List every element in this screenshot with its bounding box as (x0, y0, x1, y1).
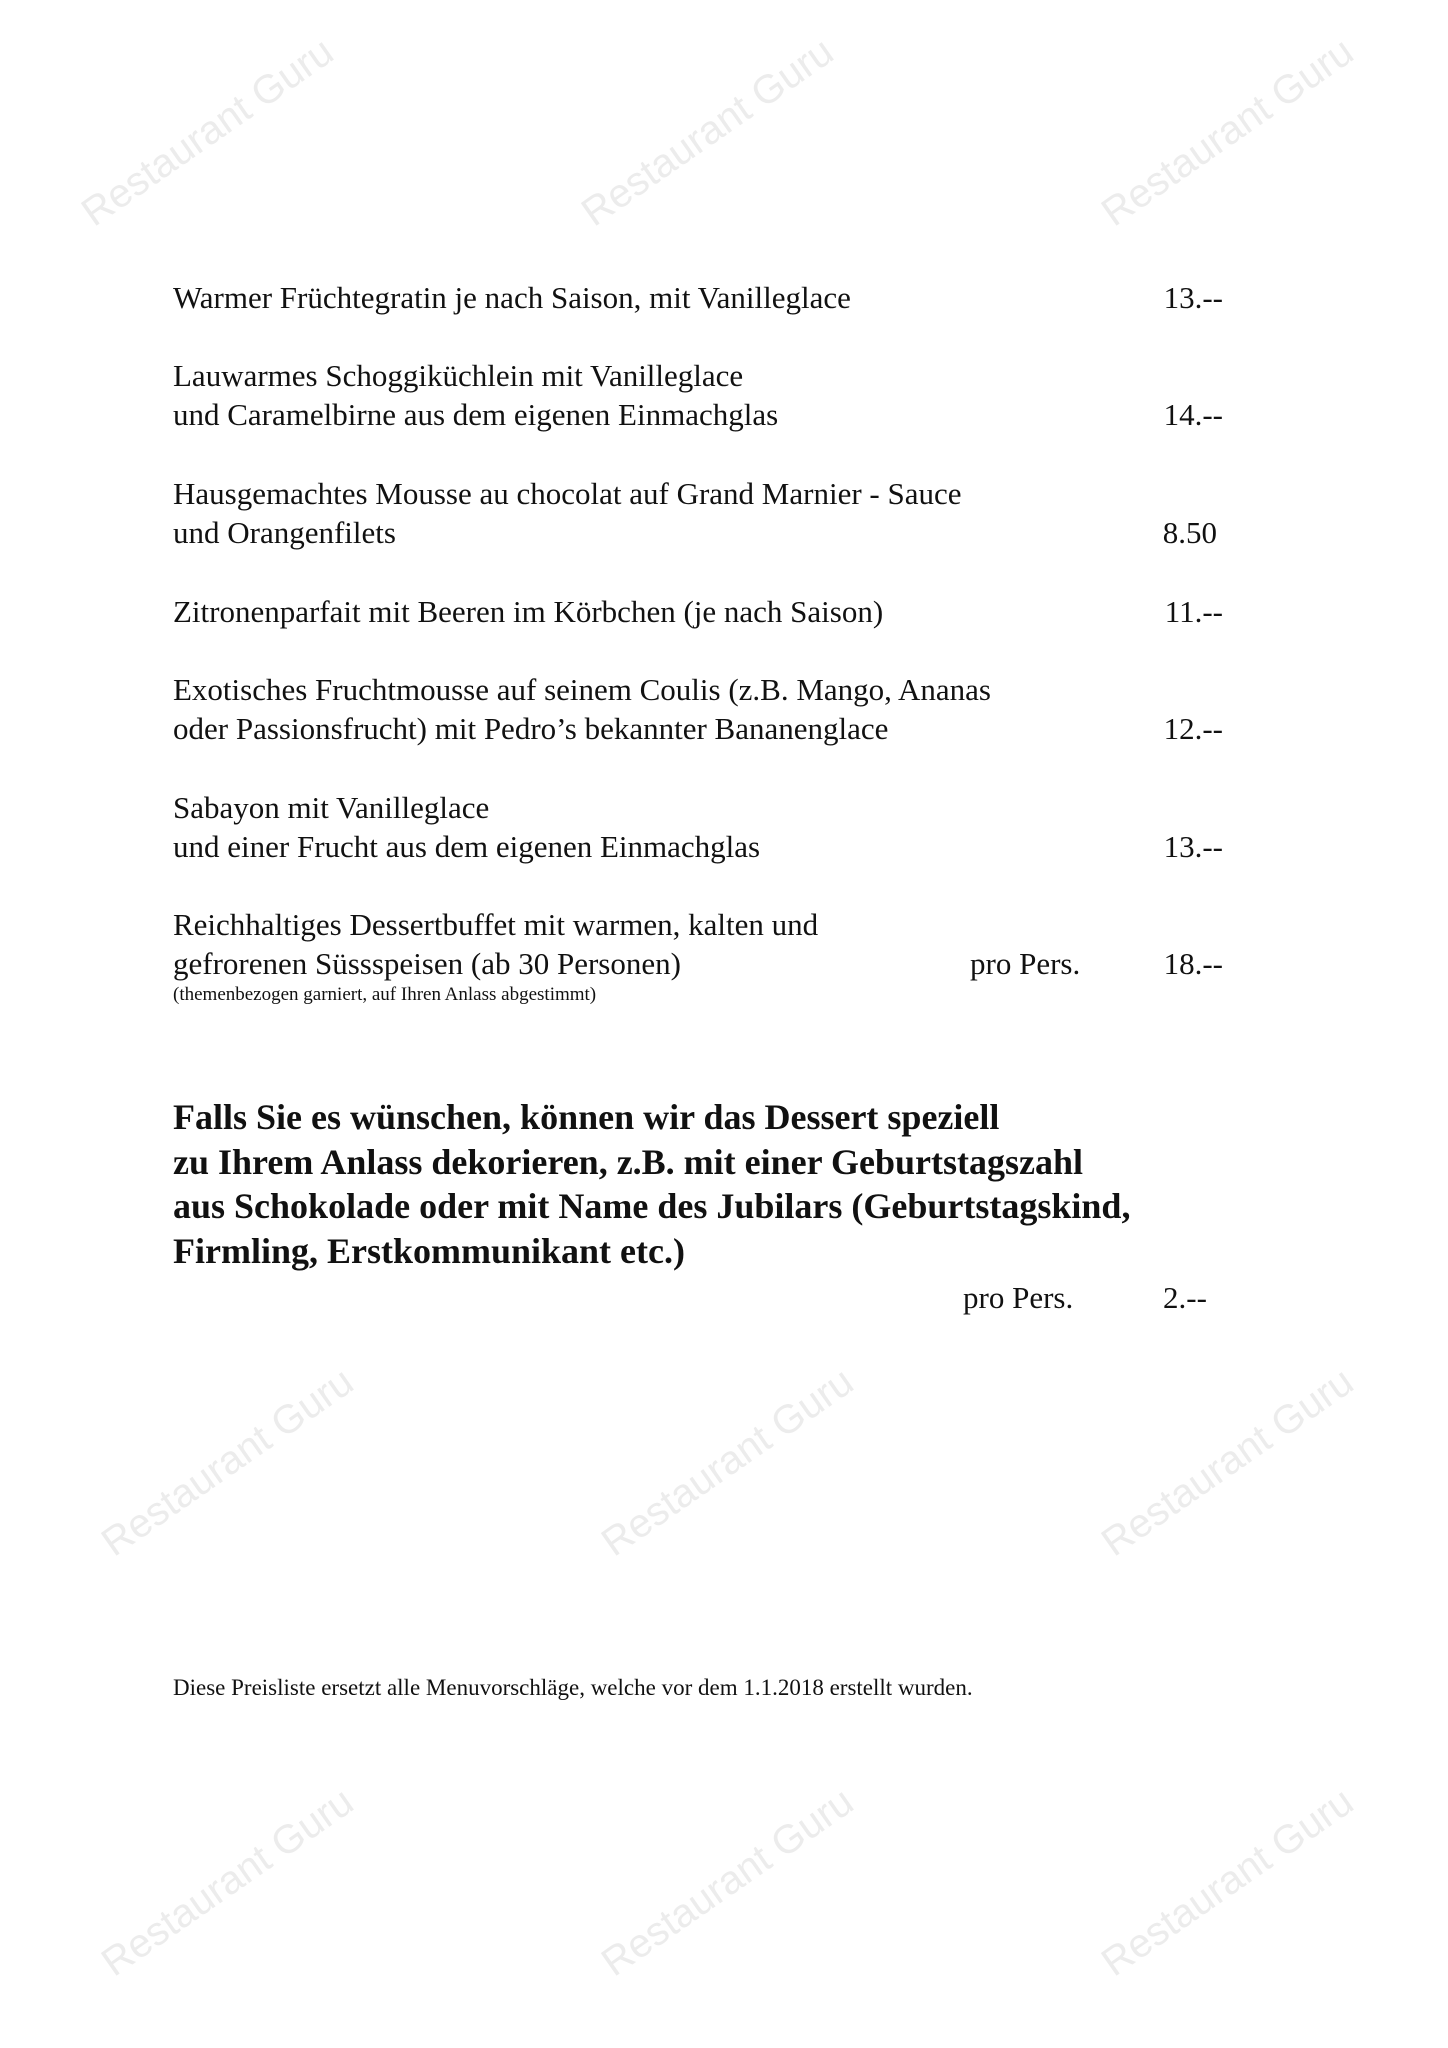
item-description: Warmer Früchtegratin je nach Saison, mit Vanilleglace (173, 280, 851, 315)
watermark: Restaurant Guru (73, 29, 342, 235)
item-price: 12.-- (1163, 711, 1223, 746)
item-description: Exotisches Fruchtmousse auf seinem Coulis (z.B. Mango, Ananas (173, 672, 991, 707)
decoration-text: zu Ihrem Anlass dekorieren, z.B. mit einer Geburtstagszahl (173, 1141, 1083, 1182)
item-price: 18.-- (1163, 946, 1223, 981)
menu-item (173, 905, 1223, 983)
item-description: Lauwarmes Schoggiküchlein mit Vanilleglace (173, 358, 744, 393)
decoration-text: Firmling, Erstkommunikant etc.) (173, 1230, 685, 1271)
item-note: (themenbezogen garniert, auf Ihren Anlass abgestimmt) (173, 984, 597, 1005)
item-price: 14.-- (1163, 397, 1223, 432)
watermark: Restaurant Guru (1093, 29, 1362, 235)
item-description: gefrorenen Süssspeisen (ab 30 Personen) (173, 946, 681, 981)
watermark: Restaurant Guru (93, 1359, 362, 1565)
item-description: und Orangenfilets (173, 515, 396, 550)
item-price: 13.-- (1163, 829, 1223, 864)
item-description: und Caramelbirne aus dem eigenen Einmachglas (173, 397, 779, 432)
watermark: Restaurant Guru (93, 1779, 362, 1985)
item-description: und einer Frucht aus dem eigenen Einmachglas (173, 829, 761, 864)
item-description: Sabayon mit Vanilleglace (173, 790, 490, 825)
decoration-text: aus Schokolade oder mit Name des Jubilars (Geburtstagskind, (173, 1186, 1131, 1226)
watermark: Restaurant Guru (1093, 1359, 1362, 1565)
watermark: Restaurant Guru (593, 1359, 862, 1565)
menu-item (173, 474, 1223, 552)
watermark: Restaurant Guru (1093, 1779, 1362, 1985)
footer-note: Diese Preisliste ersetzt alle Menuvorschläge, welche vor dem 1.1.2018 erstellt wurden. (173, 1675, 973, 1700)
menu-item (173, 788, 1223, 866)
item-description: Reichhaltiges Dessertbuffet mit warmen, kalten und (173, 907, 819, 942)
menu-item (173, 356, 1223, 434)
watermark: Restaurant Guru (593, 1779, 862, 1985)
decoration-unit: pro Pers. (963, 1280, 1074, 1315)
watermark: Restaurant Guru (573, 29, 842, 235)
item-price: 8.50 (1162, 515, 1217, 550)
decoration-offer (173, 1095, 1130, 1273)
item-description: Hausgemachtes Mousse au chocolat auf Grand Marnier - Sauce (173, 476, 962, 511)
decoration-price: 2.-- (1163, 1280, 1207, 1315)
item-price: 11.-- (1164, 594, 1223, 629)
item-description: oder Passionsfrucht) mit Pedro’s bekannter Bananenglace (173, 711, 889, 746)
decoration-text: Falls Sie es wünschen, können wir das Dessert speziell (173, 1097, 1000, 1137)
menu-item (173, 592, 1223, 631)
menu-item (173, 670, 1223, 748)
item-description: Zitronenparfait mit Beeren im Körbchen (je nach Saison) (173, 594, 884, 629)
item-unit: pro Pers. (970, 946, 1081, 981)
item-price: 13.-- (1163, 280, 1223, 315)
menu-item (173, 278, 1223, 317)
